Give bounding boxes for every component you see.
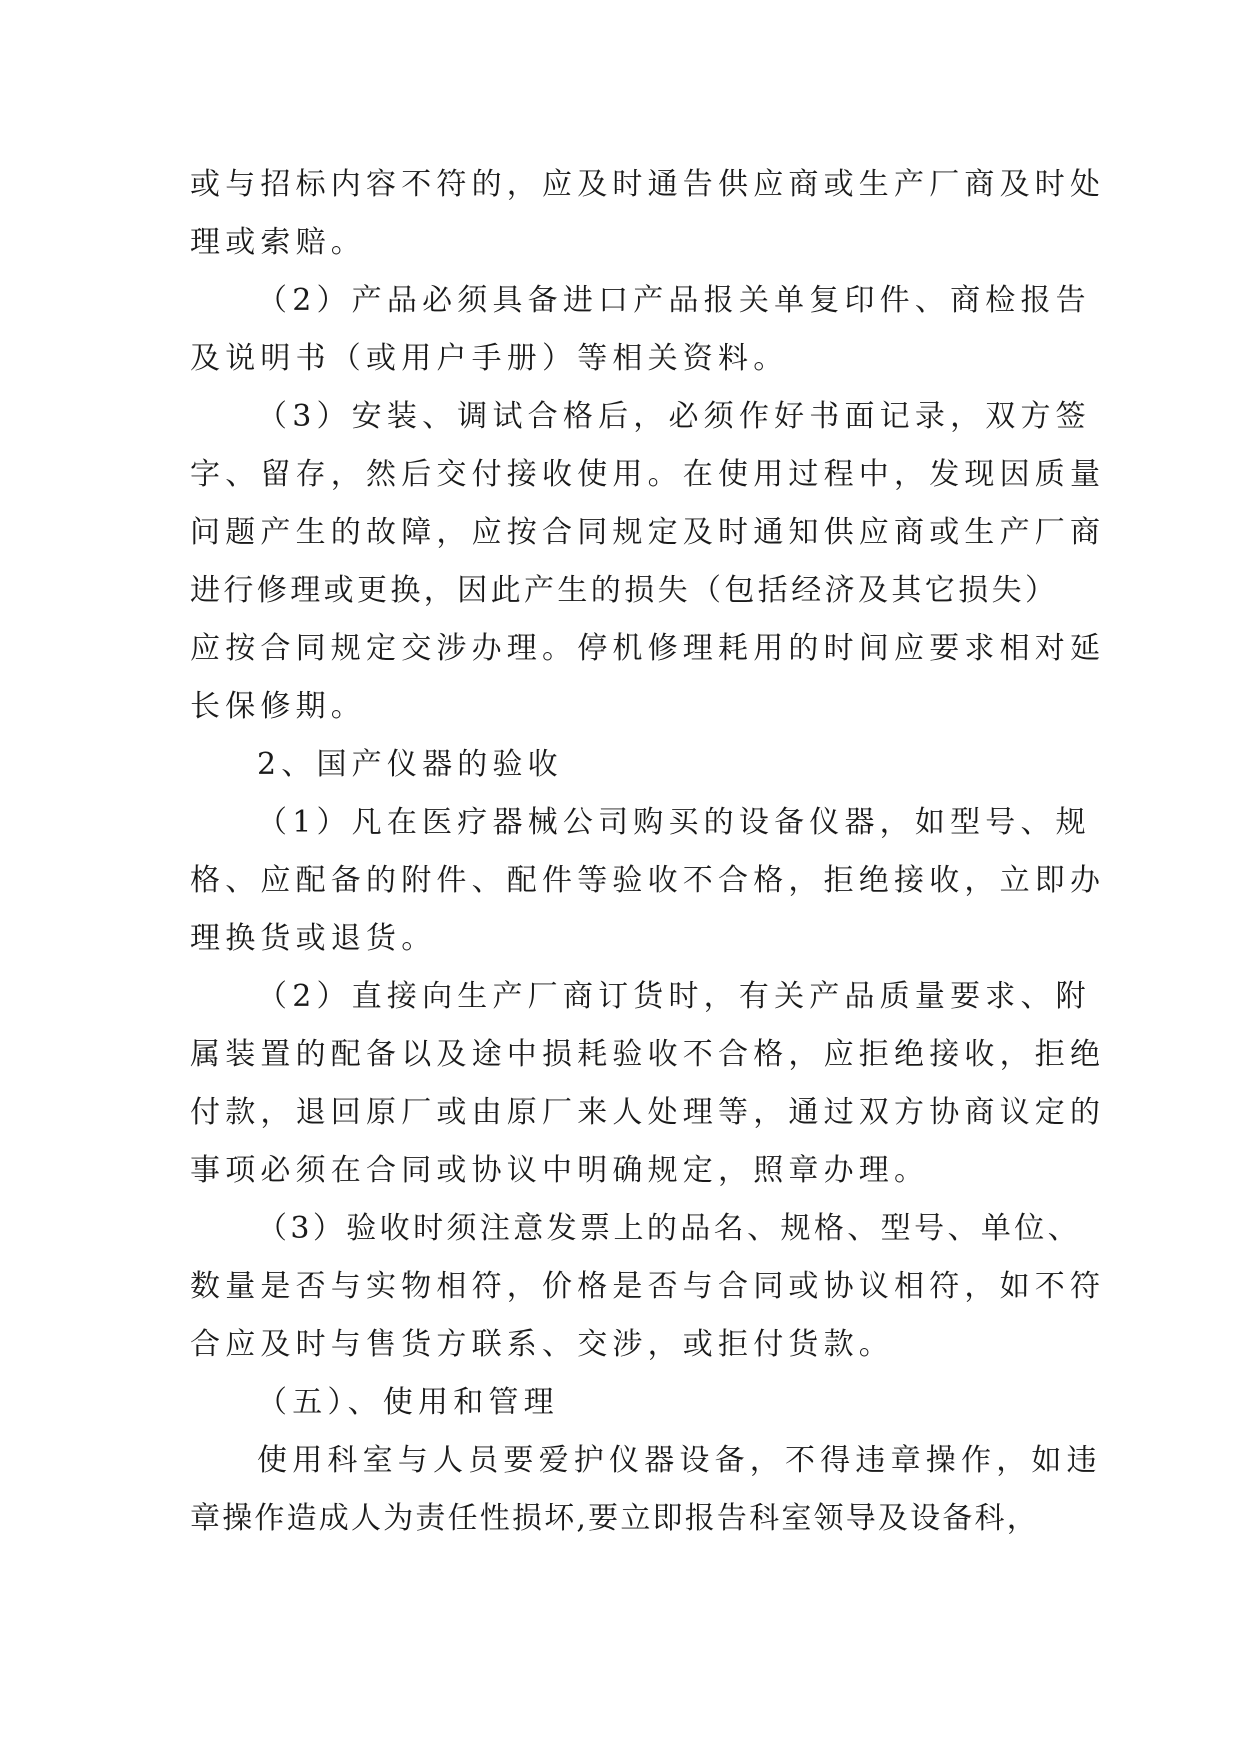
paragraph-line: 数量是否与实物相符，价格是否与合同或协议相符，如不符 — [190, 1269, 1106, 1304]
paragraph-line: 进行修理或更换，因此产生的损失（包括经济及其它损失） — [190, 573, 1059, 608]
paragraph-line: 长保修期。 — [190, 689, 366, 724]
paragraph-line: （2）产品必须具备进口产品报关单复印件、商检报告 — [257, 283, 1091, 318]
paragraph-line: （3）安装、调试合格后，必须作好书面记录，双方签 — [257, 399, 1091, 434]
paragraph-line: 合应及时与售货方联系、交涉，或拒付货款。 — [190, 1327, 894, 1362]
paragraph-line: （3）验收时须注意发票上的品名、规格、型号、单位、 — [257, 1211, 1082, 1246]
paragraph-line: 章操作造成人为责任性损坏,要立即报告科室领导及设备科， — [190, 1501, 1039, 1536]
paragraph-line: （2）直接向生产厂商订货时，有关产品质量要求、附 — [257, 979, 1091, 1014]
paragraph-line: 格、应配备的附件、配件等验收不合格，拒绝接收，立即办 — [190, 863, 1106, 898]
section-heading: （五）、使用和管理 — [257, 1385, 559, 1420]
paragraph-line: 及说明书（或用户手册）等相关资料。 — [190, 341, 789, 376]
paragraph-line: 字、留存，然后交付接收使用。在使用过程中，发现因质量 — [190, 457, 1106, 492]
paragraph-line: 付款，退回原厂或由原厂来人处理等，通过双方协商议定的 — [190, 1095, 1106, 1130]
paragraph-line: 使用科室与人员要爱护仪器设备，不得违章操作，如违 — [257, 1443, 1102, 1478]
paragraph-line: 理换货或退货。 — [190, 921, 437, 956]
paragraph-line: （1）凡在医疗器械公司购买的设备仪器，如型号、规 — [257, 805, 1091, 840]
paragraph-line: 问题产生的故障，应按合同规定及时通知供应商或生产厂商 — [190, 515, 1106, 550]
paragraph-line: 理或索赔。 — [190, 225, 366, 260]
section-heading: 2、国产仪器的验收 — [257, 747, 563, 782]
document-body — [190, 156, 1106, 1548]
paragraph-line: 事项必须在合同或协议中明确规定，照章办理。 — [190, 1153, 930, 1188]
paragraph-line: 应按合同规定交涉办理。停机修理耗用的时间应要求相对延 — [190, 631, 1106, 666]
paragraph-line: 或与招标内容不符的，应及时通告供应商或生产厂商及时处 — [190, 167, 1106, 202]
paragraph-line: 属装置的配备以及途中损耗验收不合格，应拒绝接收，拒绝 — [190, 1037, 1106, 1072]
